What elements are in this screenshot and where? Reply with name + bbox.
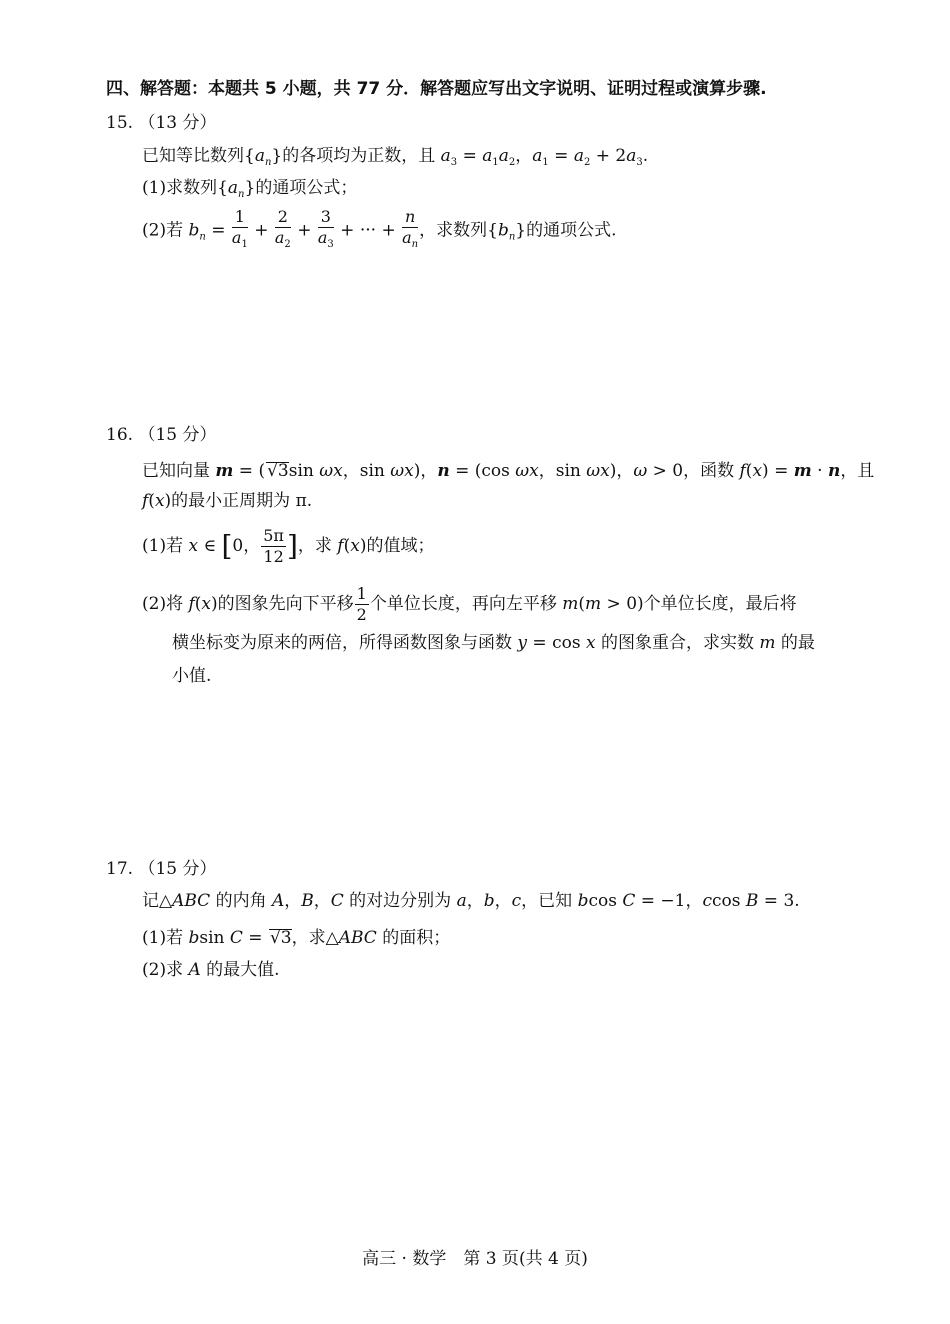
question-16-stem-line-1: 已知向量 m = ( √3sin ωx，sin ωx)，n = (cos ωx，sin ωx)，ω > 0，函数 f(x) = m · n，且: [142, 461, 875, 481]
question-score: （15 分）: [138, 859, 217, 879]
question-16-header: [106, 427, 217, 444]
question-17-part-2: (2)求 A 的最大值.: [142, 960, 280, 980]
question-score: （15 分）: [138, 425, 217, 445]
question-16-part-2-line-1: (2)将 f(x)的图象先向下平移 $\frac{1}{2}$ 个单位长度，再向左平移 m(m > 0)个单位长度，最后将: [142, 584, 797, 624]
question-16-stem-line-2: f(x)的最小正周期为 π.: [142, 491, 313, 511]
question-15-stem: 已知等比数列$\{a_n\}$的各项均为正数，且 $a_3 = a_1a_2$，$a_1 = a_2 + 2a_3$.: [142, 146, 649, 168]
question-16-part-1: (1)若 x ∈ [0， $\frac{5\pi}{12}$ ]，求 f(x)的值域；: [142, 526, 435, 566]
question-number: 16.: [106, 425, 134, 445]
question-score: （13 分）: [138, 113, 217, 133]
question-16-part-2-line-3: 小值.: [172, 666, 212, 686]
question-16-part-2-line-2: 横坐标变为原来的两倍，所得函数图象与函数 y = cos x 的图象重合，求实数 m 的最: [172, 633, 815, 653]
question-17-part-1: (1)若 bsin C = √3，求△ABC 的面积；: [142, 928, 451, 948]
question-15-part-2: (2)若 $b_n$ = $\frac{1}{a_1}$ + $\frac{2}{a_2}$ + $\frac{3}{a_3}$ + ··· + $\frac{n}{a_n}$ ，求数列$\{b_n\}$的通项公式.: [142, 207, 617, 250]
question-15-part-1: (1)求数列$\{a_n\}$的通项公式；: [142, 178, 358, 200]
question-number: 15.: [106, 113, 134, 133]
question-number: 17.: [106, 859, 134, 879]
question-17-header: [106, 861, 217, 878]
question-17-stem: 记△ABC 的内角 A，B，C 的对边分别为 a，b，c，已知 bcos C = −1，ccos B = 3.: [142, 891, 800, 911]
section-title: 四、解答题：本题共 5 小题，共 77 分．解答题应写出文字说明、证明过程或演算步骤.: [106, 79, 767, 99]
page-footer: 高三 · 数学 第 3 页(共 4 页): [362, 1249, 588, 1269]
question-15-header: [106, 115, 217, 132]
